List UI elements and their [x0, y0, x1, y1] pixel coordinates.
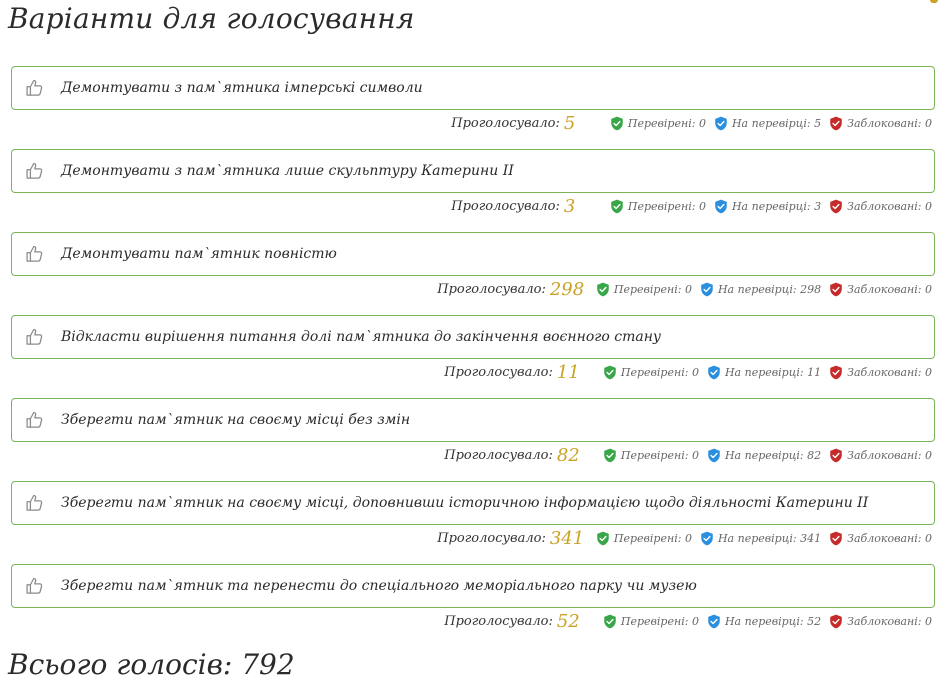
- verified-stat: Перевірені: 0: [596, 282, 692, 297]
- blocked-stat: Заблоковані: 0: [829, 614, 932, 629]
- thumbs-up-icon: [25, 493, 45, 513]
- thumbs-up-icon: [25, 327, 45, 347]
- vote-count: 11: [556, 361, 580, 383]
- pending-stat: На перевірці: 11: [707, 365, 821, 380]
- shield-check-icon: [829, 199, 843, 214]
- verified-stat: Перевірені: 0: [610, 199, 706, 214]
- voted-label: Проголосувало:: [444, 364, 553, 380]
- shield-check-icon: [700, 531, 714, 546]
- thumbs-up-icon: [25, 161, 45, 181]
- voted-label: Проголосувало:: [451, 198, 560, 214]
- verified-stat: Перевірені: 0: [603, 448, 699, 463]
- blocked-stat: Заблоковані: 0: [829, 531, 932, 546]
- shield-check-icon: [829, 448, 843, 463]
- thumbs-up-icon: [25, 244, 45, 264]
- option-label: Зберегти пам`ятник на своєму місці, доповнивши історичною інформацією щодо діяльності Катерини ІІ: [61, 495, 869, 511]
- voting-option: [11, 564, 935, 647]
- option-stats: [11, 359, 935, 385]
- pending-stat: На перевірці: 82: [707, 448, 821, 463]
- shield-check-icon: [700, 282, 714, 297]
- pending-stat: На перевірці: 298: [700, 282, 821, 297]
- pending-stat: На перевірці: 5: [714, 116, 821, 131]
- vote-option-button[interactable]: [11, 149, 935, 193]
- shield-check-icon: [714, 199, 728, 214]
- total-votes: Всього голосів: 792: [8, 648, 295, 681]
- shield-check-icon: [596, 282, 610, 297]
- voted-label: Проголосувало:: [437, 281, 546, 297]
- vote-option-button[interactable]: [11, 232, 935, 276]
- blocked-stat: Заблоковані: 0: [829, 282, 932, 297]
- blocked-stat: Заблоковані: 0: [829, 365, 932, 380]
- shield-check-icon: [603, 448, 617, 463]
- corner-accent: [930, 0, 938, 3]
- page-title: Варіанти для голосування: [8, 2, 415, 35]
- blocked-stat: Заблоковані: 0: [829, 448, 932, 463]
- voted-label: Проголосувало:: [444, 613, 553, 629]
- voting-option: [11, 481, 935, 564]
- shield-check-icon: [707, 365, 721, 380]
- shield-check-icon: [610, 199, 624, 214]
- verified-stat: Перевірені: 0: [603, 614, 699, 629]
- option-label: Відкласти вирішення питання долі пам`ятника до закінчення воєнного стану: [61, 329, 662, 345]
- option-label: Зберегти пам`ятник на своєму місці без змін: [61, 412, 411, 428]
- voting-option: [11, 398, 935, 481]
- vote-option-button[interactable]: [11, 66, 935, 110]
- verified-stat: Перевірені: 0: [596, 531, 692, 546]
- option-stats: [11, 193, 935, 219]
- vote-count: 3: [563, 195, 576, 217]
- blocked-stat: Заблоковані: 0: [829, 199, 932, 214]
- voted-label: Проголосувало:: [437, 530, 546, 546]
- verified-stat: Перевірені: 0: [610, 116, 706, 131]
- blocked-stat: Заблоковані: 0: [829, 116, 932, 131]
- shield-check-icon: [603, 614, 617, 629]
- shield-check-icon: [829, 365, 843, 380]
- voted-label: Проголосувало:: [451, 115, 560, 131]
- vote-count: 5: [563, 112, 576, 134]
- vote-option-button[interactable]: [11, 315, 935, 359]
- shield-check-icon: [714, 116, 728, 131]
- option-stats: [11, 110, 935, 136]
- voting-options-list: [11, 66, 935, 647]
- vote-option-button[interactable]: [11, 398, 935, 442]
- shield-check-icon: [603, 365, 617, 380]
- shield-check-icon: [610, 116, 624, 131]
- option-label: Демонтувати пам`ятник повністю: [61, 246, 337, 262]
- voting-option: [11, 232, 935, 315]
- vote-count: 341: [549, 527, 585, 549]
- option-stats: [11, 608, 935, 634]
- vote-count: 298: [549, 278, 585, 300]
- voting-option: [11, 315, 935, 398]
- shield-check-icon: [707, 614, 721, 629]
- pending-stat: На перевірці: 3: [714, 199, 821, 214]
- option-label: Зберегти пам`ятник та перенести до спеціального меморіального парку чи музею: [61, 578, 697, 594]
- shield-check-icon: [829, 614, 843, 629]
- thumbs-up-icon: [25, 410, 45, 430]
- option-stats: [11, 525, 935, 551]
- option-stats: [11, 276, 935, 302]
- vote-option-button[interactable]: [11, 481, 935, 525]
- voting-option: [11, 149, 935, 232]
- shield-check-icon: [596, 531, 610, 546]
- option-label: Демонтувати з пам`ятника лише скульптуру Катерини ІІ: [61, 163, 514, 179]
- vote-option-button[interactable]: [11, 564, 935, 608]
- voted-label: Проголосувало:: [444, 447, 553, 463]
- shield-check-icon: [829, 282, 843, 297]
- thumbs-up-icon: [25, 576, 45, 596]
- voting-option: [11, 66, 935, 149]
- thumbs-up-icon: [25, 78, 45, 98]
- shield-check-icon: [707, 448, 721, 463]
- verified-stat: Перевірені: 0: [603, 365, 699, 380]
- vote-count: 82: [556, 444, 580, 466]
- option-stats: [11, 442, 935, 468]
- pending-stat: На перевірці: 341: [700, 531, 821, 546]
- pending-stat: На перевірці: 52: [707, 614, 821, 629]
- shield-check-icon: [829, 531, 843, 546]
- vote-count: 52: [556, 610, 580, 632]
- option-label: Демонтувати з пам`ятника імперські символи: [61, 80, 423, 96]
- shield-check-icon: [829, 116, 843, 131]
